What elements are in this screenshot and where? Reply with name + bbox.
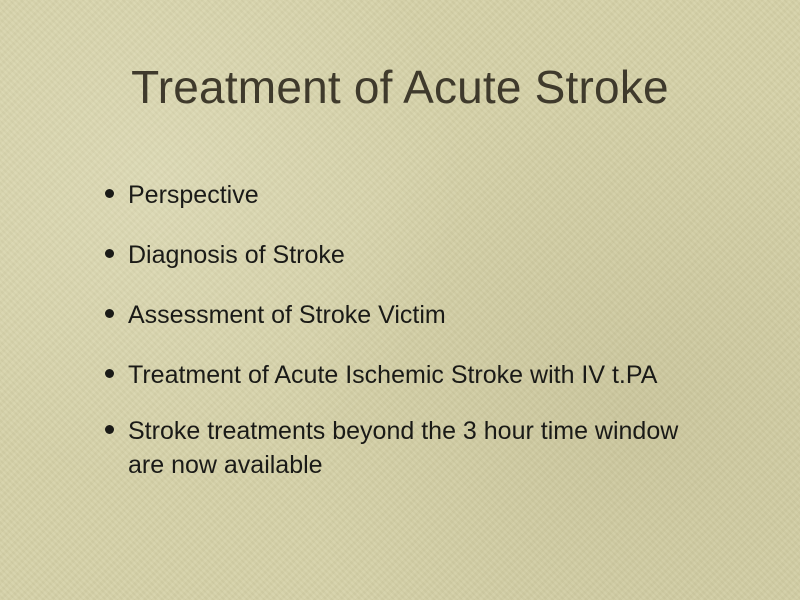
bullet-item-assessment bbox=[101, 298, 721, 332]
bullet-icon bbox=[105, 309, 114, 318]
bullet-item-diagnosis bbox=[101, 238, 721, 272]
bullet-list bbox=[101, 178, 721, 482]
bullet-text: Treatment of Acute Ischemic Stroke with IV t.PA bbox=[128, 361, 658, 389]
bullet-icon bbox=[105, 189, 114, 198]
bullet-icon bbox=[105, 369, 114, 378]
bullet-icon bbox=[105, 249, 114, 258]
slide-title: Treatment of Acute Stroke bbox=[131, 61, 669, 113]
bullet-item-beyond-3-hours bbox=[101, 414, 721, 482]
bullet-text: Stroke treatments beyond the 3 hour time window are now available bbox=[128, 417, 679, 479]
bullet-item-treatment-iv-tpa bbox=[101, 358, 721, 392]
bullet-text: Diagnosis of Stroke bbox=[128, 241, 345, 269]
bullet-icon bbox=[105, 425, 114, 434]
bullet-item-perspective bbox=[101, 178, 721, 212]
bullet-text: Assessment of Stroke Victim bbox=[128, 301, 446, 329]
bullet-text: Perspective bbox=[128, 181, 259, 209]
